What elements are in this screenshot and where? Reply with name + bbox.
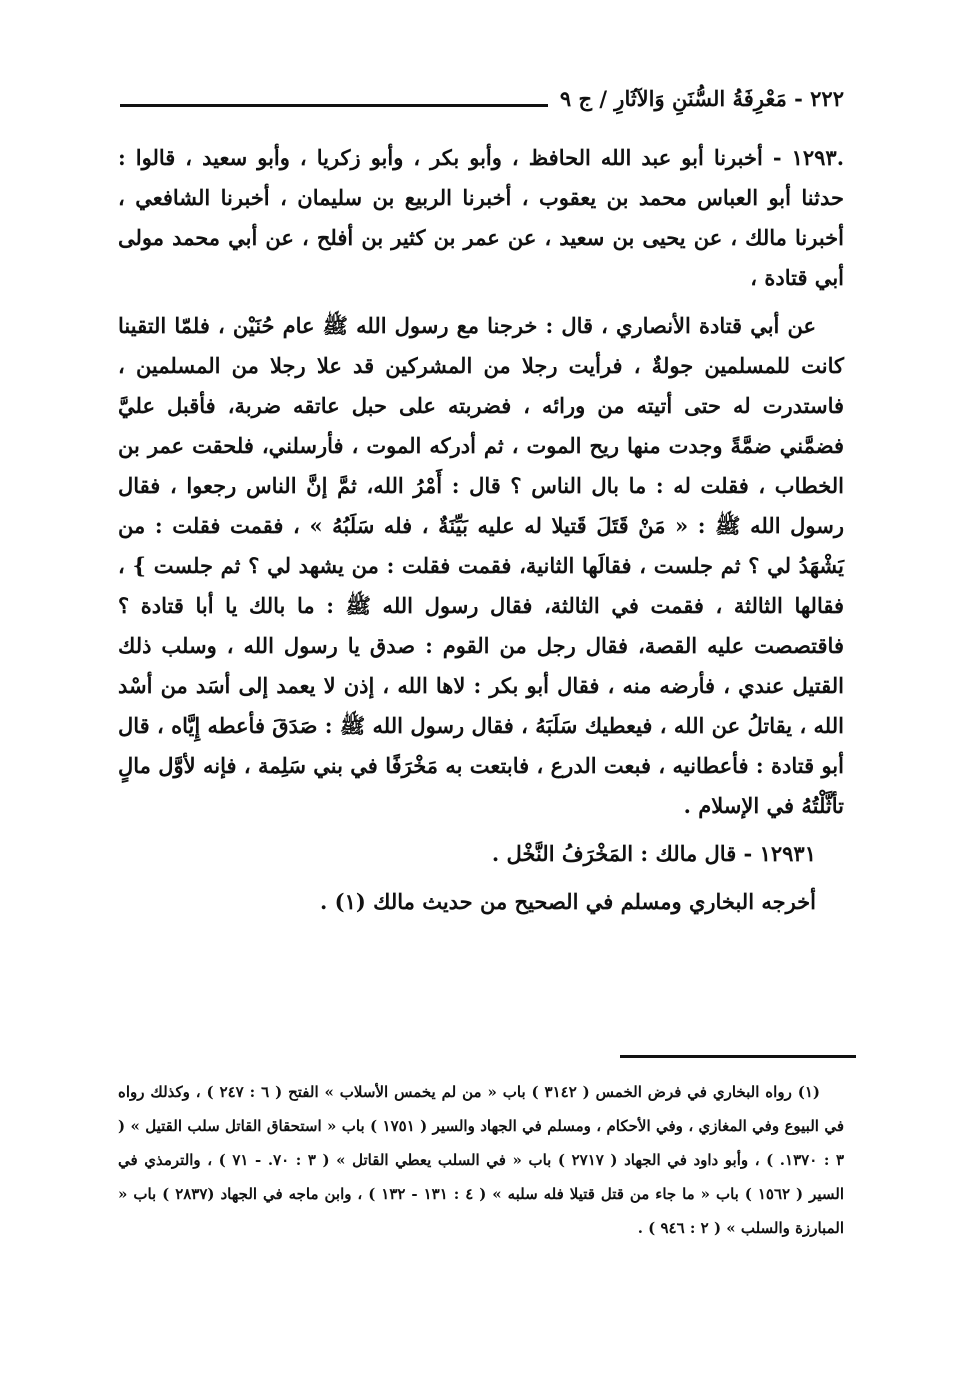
hadith-isnad-paragraph: .١٢٩٣ - أخبرنا أبو عبد الله الحافظ ، وأبو بكر ، وأبو زكريا ، وأبو سعيد ، قالوا : حدثنا أبو العباس محمد بن يعقوب ، أخبرنا الربيع بن سليمان ، أخبرنا الشافعي ، أخبرنا مالك ، عن يحيى بن سعيد ، عن عمر بن كثير بن أفلح ، عن أبي محمد مولى أبي قتادة ، [118,145,844,290]
takhrij-paragraph: أخرجه البخاري ومسلم في الصحيح من حديث مالك (١) . [320,889,816,914]
footnote-1: (١) رواه البخاري في فرض الخمس ( ٣١٤٢ ) باب « من لم يخمس الأسلاب » الفتح ( ٦ : ٢٤٧ ) ، وكذلك رواه في البيوع وفي المغازي ، وفي الأحكام ، ومسلم في الجهاد والسير ( ١٧٥١ ) باب « استحقاق القاتل سلب القتيل » ( ٣ : ١٣٧٠. ) ، وأبو داود في الجهاد ( ٢٧١٧ ) باب « في السلب يعطي القاتل » ( ٣ : ٧٠. - ٧١ ) ، والترمذي في السير ( ١٥٦٢ ) باب « ما جاء من قتل قتيلا فله سلبه » ( ٤ : ١٣١ - ١٣٢ ) ، وابن ماجه في الجهاد (٢٨٣٧ ) باب « المبارزة والسلب » ( ٢ : ٩٤٦ ) . [118,1083,845,1237]
footnote-separator [620,1055,856,1058]
footnotes [118,1075,844,1245]
malik-comment-paragraph: ١٢٩٣١ - قال مالك : المَخْرَفُ النَّخْل . [491,841,816,866]
running-header-title: ٢٢٢ - مَعْرِفَةُ السُّنَنِ وَالآثَارِ / ج ٩ [559,85,844,111]
page-header [120,80,844,116]
header-rule [120,104,548,107]
main-text [118,138,844,930]
hadith-matn-paragraph: عن أبي قتادة الأنصاري ، قال : خرجنا مع رسول الله ﷺ عام حُنَيْن ، فلمّا التقينا كانت للمسلمين جولةٌ ، فرأيت رجلا من المشركين قد علا رجلا من المسلمين ، فاستدرت له حتى أتيته من ورائه ، فضربته على حبل عاتقه ضربة، فأقبل عليَّ فضمَّني ضمَّةً وجدت منها ريح الموت ، ثم أدركه الموت ، فأرسلني، فلحقت عمر بن الخطاب ، فقلت له : ما بال الناس ؟ قال : أَمْرُ الله، ثمَّ إنَّ الناس رجعوا ، فقال رسول الله ﷺ : « مَنْ قَتَلَ قَتيلا له عليه بَيِّنَةٌ ، فله سَلَبُهُ » ، فقمت فقلت : من يَشْهَدُ لي ؟ ثم جلست ، فقالَها الثانية، فقمت فقلت : من يشهد لي ؟ ثم جلست } ، فقالها الثالثة ، فقمت في الثالثة، فقال رسول الله ﷺ : ما بالك يا أبا قتادة ؟ فاقتصصت عليه القصة، فقال رجل من القوم : صدق يا رسول الله ، وسلب ذلك القتيل عندي ، فأرضه منه ، فقال أبو بكر : لاها الله ، إذن لا يعمد إلى أسَد من أسْد الله ، يقاتلُ عن الله ، فيعطيك سَلَبَهُ ، فقال رسول الله ﷺ : صَدَقَ فأعطه إِيَّاه ، قال أبو قتادة : فأعطانيه ، فبعت الدرع ، فابتعت به مَخْرَفًا في بني سَلِمة ، فإنه لأوَّل مالٍ تأثَّلْتُهُ في الإسلام . [118,313,844,818]
